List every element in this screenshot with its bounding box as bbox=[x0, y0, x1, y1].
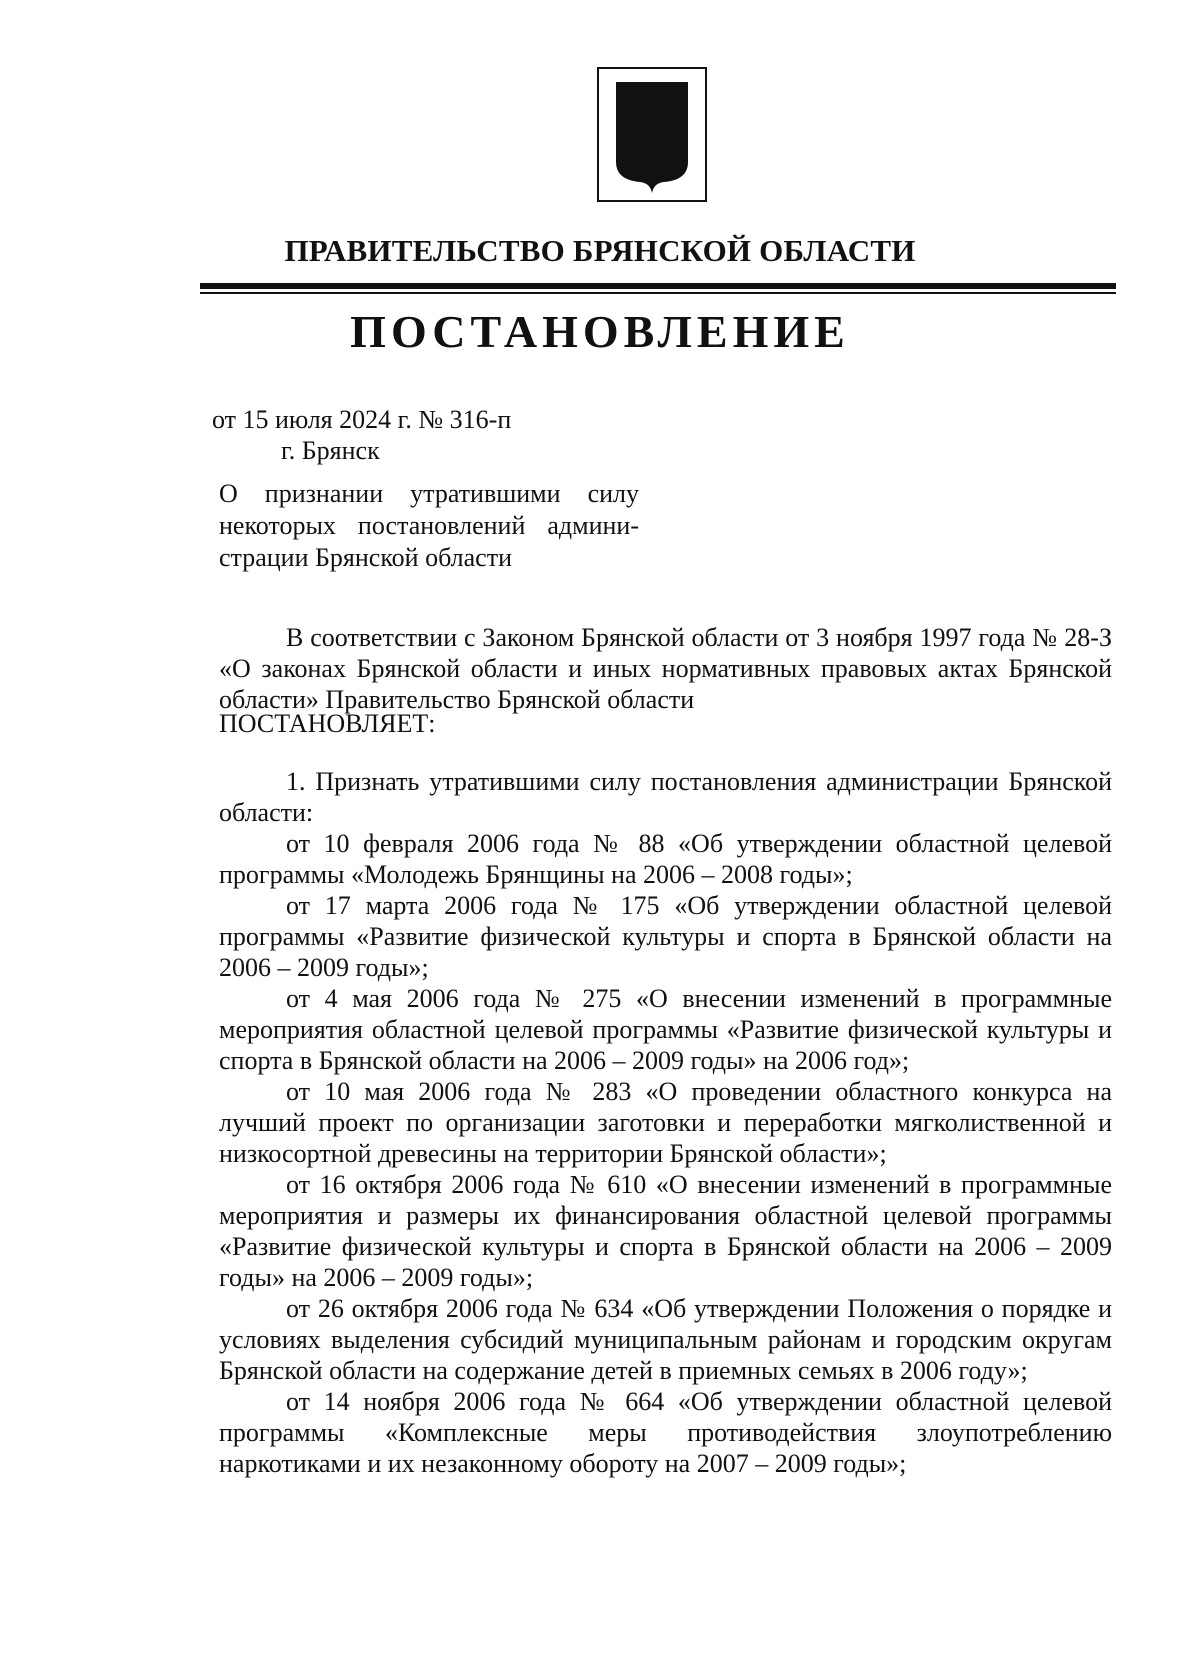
resolves-label: ПОСТАНОВЛЯЕТ: bbox=[219, 709, 436, 738]
preamble-paragraph: В соответствии с Законом Брянской области от 3 ноября 1997 года № 28-З «О законах Брянской области и иных нормативных правовых актах Брянской области» Правительство Брянской области bbox=[219, 623, 1112, 714]
document-city: г. Брянск bbox=[281, 436, 380, 465]
coat-of-arms-frame bbox=[597, 67, 707, 202]
subject-line: страции Брянской области bbox=[219, 543, 512, 572]
coat-of-arms-icon bbox=[599, 69, 705, 200]
list-item: от 10 мая 2006 года № 283 «О проведении областного конкурса на лучший проект по организации заготовки и переработки мягколиственной и низкосортной древесины на территории Брянской области»; bbox=[219, 1077, 1112, 1168]
list-item: от 4 мая 2006 года № 275 «О внесении изменений в программные мероприятия областной целевой программы «Развитие физической культуры и спорта в Брянской области на 2006 – 2009 годы» на 2006 год»; bbox=[219, 984, 1112, 1075]
list-item: от 10 февраля 2006 года № 88 «Об утверждении областной целевой программы «Молодежь Брянщины на 2006 – 2008 годы»; bbox=[219, 829, 1112, 889]
repealed-acts-list bbox=[219, 766, 1112, 1479]
list-item: от 16 октября 2006 года № 610 «О внесении изменений в программные мероприятия и размеры их финансирования областной целевой программы «Развитие физической культуры и спорта в Брянской области на 2006 – 2009 годы» на 2006 – 2009 годы»; bbox=[219, 1170, 1112, 1292]
list-item: от 14 ноября 2006 года № 664 «Об утверждении областной целевой программы «Комплексные меры противодействия злоупотреблению наркотиками и их незаконному обороту на 2007 – 2009 годы»; bbox=[219, 1387, 1112, 1478]
preamble bbox=[219, 622, 1112, 715]
list-item: от 26 октября 2006 года № 634 «Об утверждении Положения о порядке и условиях выделения субсидий муниципальным районам и городским округам Брянской области на содержание детей в приемных семьях в 2006 году»; bbox=[219, 1294, 1112, 1385]
header-divider-thick bbox=[200, 283, 1116, 289]
header-divider-thin bbox=[200, 292, 1116, 294]
subject-line: некоторых постановлений админи- bbox=[219, 511, 639, 540]
organization-title: ПРАВИТЕЛЬСТВО БРЯНСКОЙ ОБЛАСТИ bbox=[284, 233, 916, 268]
list-item: 1. Признать утратившими силу постановления администрации Брянской области: bbox=[219, 767, 1112, 827]
document-subject bbox=[219, 478, 639, 574]
list-item: от 17 марта 2006 года № 175 «Об утверждении областной целевой программы «Развитие физической культуры и спорта в Брянской области на 2006 – 2009 годы»; bbox=[219, 891, 1112, 982]
document-type-title: ПОСТАНОВЛЕНИЕ bbox=[350, 306, 850, 357]
subject-line: О признании утратившими силу bbox=[219, 479, 639, 508]
document-date-number: от 15 июля 2024 г. № 316-п bbox=[212, 405, 512, 434]
